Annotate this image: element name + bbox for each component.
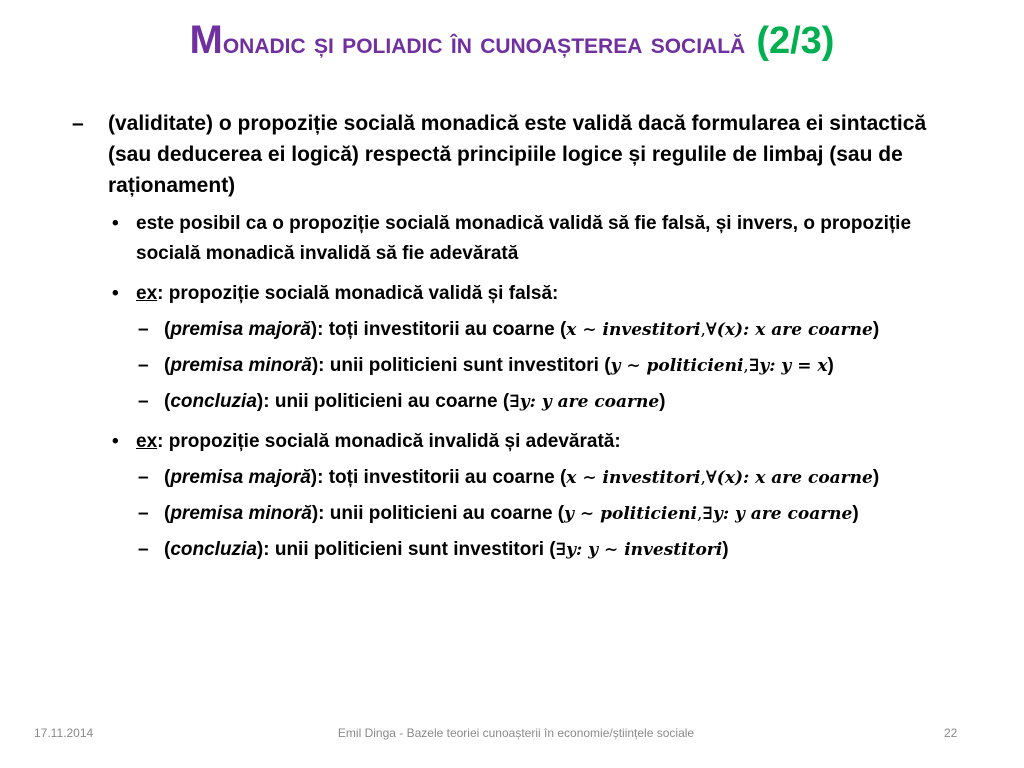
math-expr: ∃y: y are coarne [702, 504, 853, 524]
item-text: ): unii politicieni au coarne ( [256, 391, 510, 412]
example-2-text: : propoziție socială monadică invalidă și adevărată: [157, 431, 621, 452]
math-expr: ∃y: y ∼ investitori [555, 540, 723, 560]
math-expr: ∃y: y = x [748, 356, 828, 376]
dash-bullet: – [138, 319, 149, 340]
math-expr: ∀(x): x are coarne [705, 468, 873, 488]
example-1-text: : propoziție socială monadică validă și falsă: [157, 283, 559, 304]
dash-bullet: – [72, 112, 84, 135]
item-text: ): toți investitorii au coarne ( [310, 319, 567, 340]
math-expr: y ∼ politicieni [610, 356, 744, 376]
math-expr: ∃y: y are coarne [509, 392, 660, 412]
dash-bullet: – [138, 539, 149, 560]
math-sep: , [743, 356, 749, 376]
paren: ( [164, 391, 171, 412]
slide-title [0, 18, 1024, 63]
sub-point [72, 209, 952, 269]
item-name: premisa majoră [170, 467, 311, 488]
paren: ) [852, 503, 859, 524]
paren: ( [164, 319, 171, 340]
paren: ) [659, 391, 666, 412]
ex-label: ex [136, 431, 158, 452]
dash-bullet: – [138, 391, 149, 412]
item-name: premisa majoră [170, 319, 311, 340]
dash-bullet: – [138, 467, 149, 488]
dot-bullet: • [112, 431, 119, 452]
math-expr: x ∼ investitori [566, 320, 701, 340]
main-point [72, 108, 952, 201]
paren: ) [722, 539, 729, 560]
math-sep: , [697, 504, 703, 524]
paren: ) [872, 467, 880, 488]
example-2-item [72, 499, 952, 529]
paren: ) [872, 319, 880, 340]
math-expr: y ∼ politicieni [564, 504, 697, 524]
footer-author: Emil Dinga - Bazele teoriei cunoașterii în economie/științele sociale [337, 726, 695, 740]
example-2-item [72, 535, 952, 565]
item-text: ): unii politicieni sunt investitori ( [256, 539, 556, 560]
example-1-item [72, 351, 952, 381]
item-name: premisa minoră [170, 503, 312, 524]
paren: ( [164, 467, 171, 488]
title-first-letter: M [189, 18, 223, 62]
paren: ( [164, 503, 171, 524]
example-2 [72, 427, 952, 457]
example-2-item [72, 463, 952, 493]
math-sep: , [700, 468, 706, 488]
dash-bullet: – [138, 355, 149, 376]
ex-label: ex [136, 283, 158, 304]
main-point-text: (validitate) o propoziție socială monadică este validă dacă formularea ei sintactică (sau deducerea ei logică) respectă principiile logice și regulile de limbaj (sau de raționament) [108, 112, 927, 197]
item-text: ): unii politicieni au coarne ( [311, 503, 565, 524]
title-number: (2/3) [756, 20, 835, 62]
paren: ( [164, 539, 171, 560]
example-1-item [72, 315, 952, 345]
item-name: concluzia [170, 391, 257, 412]
dot-bullet: • [112, 213, 119, 234]
title-text: onadic și poliadic în cunoașterea socială [222, 27, 746, 60]
paren: ) [827, 355, 834, 376]
item-name: concluzia [170, 539, 257, 560]
item-text: ): unii politicieni sunt investitori ( [311, 355, 611, 376]
math-expr: x ∼ investitori [566, 468, 701, 488]
footer-date: 17.11.2014 [34, 726, 94, 740]
slide-body [72, 108, 952, 565]
math-sep: , [700, 320, 706, 340]
example-1 [72, 279, 952, 309]
paren: ( [164, 355, 171, 376]
page-number: 22 [944, 726, 958, 740]
item-name: premisa minoră [170, 355, 312, 376]
dot-bullet: • [112, 283, 119, 304]
example-1-item [72, 387, 952, 417]
item-text: ): toți investitorii au coarne ( [310, 467, 567, 488]
math-expr: ∀(x): x are coarne [705, 320, 873, 340]
sub-point-text: este posibil ca o propoziție socială monadică validă să fie falsă, și invers, o propoziție socială monadică invalidă să fie adevărată [136, 213, 912, 264]
dash-bullet: – [138, 503, 149, 524]
